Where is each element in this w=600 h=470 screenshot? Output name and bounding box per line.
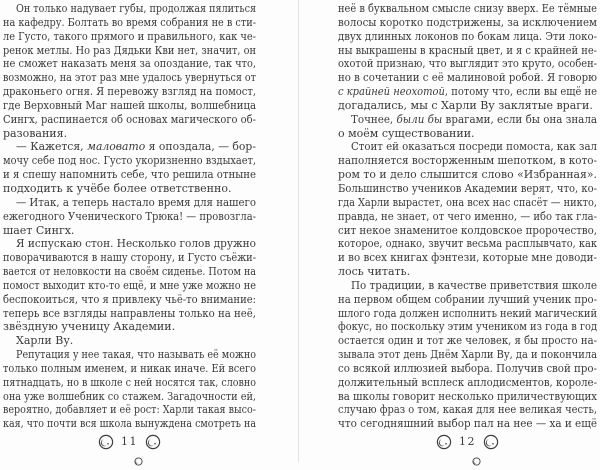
text-line: остается один и тот же человек, я бы просто на- [338, 334, 597, 348]
text-line: подходить к учёбе более ответственно. [3, 181, 232, 195]
text-line: должительный всплеск аплодисментов, короле- [338, 375, 597, 389]
text-line: ренок метлы. Но раз Дядьки Кви нет, значит, он [3, 43, 256, 57]
text-line: на кафедру. Болтать во время собрания не в сти- [3, 15, 256, 29]
text-line: шает Сингх. [3, 223, 75, 237]
text-line: кая, что почти вся школа вынуждена смотреть на [3, 417, 256, 431]
text-line: и во всех книгах фэнтези, которые мне доводи- [338, 251, 597, 265]
text-line: и я спешу напомнить себе, что решила отныне [3, 168, 256, 182]
text-line: Он только надувает губы, продолжая пялиться [16, 2, 256, 15]
text-line: разования. [3, 126, 68, 140]
text-line: что сегодняшний выбор пал на нее — ха и ещё [338, 417, 597, 431]
page-number-row [338, 434, 597, 450]
text-line: — Кажется, маловато я опоздала, — бор- [16, 140, 256, 154]
book-page-left[interactable] [0, 0, 298, 462]
text-line: о моём существовании. [338, 126, 475, 140]
text-line: ва школы говорит несколько приличествующих [338, 389, 597, 403]
text-line: догадались, мы с Харли Ву заклятые враги. [338, 98, 593, 112]
page-left-text-column [3, 2, 256, 431]
page-number-left: 11 [121, 435, 138, 449]
text-line: ром то и дело слышится слово «Избранная». [338, 168, 597, 182]
text-line: По традиции, в качестве приветствия школе [351, 278, 597, 292]
text-line: пятнадцать, но в школе с ней носятся так, словно [3, 375, 256, 389]
text-line: зывала этот день Днём Харли Ву, да и покончила [338, 348, 597, 362]
text-line: которое, однако, звучит весьма расплывчато, как [338, 237, 597, 251]
crescent-moon-ornament-icon [483, 434, 499, 450]
text-line: шлого года должен исполнить некий магический [338, 306, 597, 320]
text-line: где Верховный Маг нашей школы, волшебница [3, 98, 256, 112]
text-line: — Итак, а теперь настало время для нашего [16, 195, 256, 209]
text-line: лось читать. [338, 265, 411, 279]
text-line: ны выкрашены в красный цвет, и я с крайней не- [338, 43, 597, 57]
text-line: двух длинных локонов по бокам лица. Эти локо- [338, 29, 597, 43]
text-line: возможно, на этот раз мне удалось увернуться от [3, 71, 256, 85]
text-line: случаю фраз о том, какая для нее великая честь, [338, 403, 597, 417]
crescent-moon-ornament-icon [98, 434, 114, 450]
text-line: мочу себе под нос. Густо укоризненно вздыхает, [3, 154, 256, 168]
text-line: Харли Ву. [16, 334, 74, 348]
text-line: сит некое знаменитое колдовское пророчество, [338, 223, 597, 237]
text-line: наполняется восторженным шепотком, в кото- [338, 154, 597, 168]
text-line: вается от неловкости на своём сиденье. Потом на [3, 265, 256, 279]
text-line: правда, не знает, от чего именно, — ибо так гла- [338, 209, 597, 223]
text-line: Я испускаю стон. Несколько голов дружно [16, 237, 256, 251]
page-footer-left [3, 434, 256, 461]
page-number-row [3, 434, 256, 450]
text-line: драконьего огня. Я перевожу взгляд на помост, [3, 85, 256, 99]
page-right-text-column [338, 2, 597, 431]
footer-sub-ornament-row [338, 451, 597, 461]
crescent-moon-ornament-icon [436, 434, 452, 450]
page-number-right: 12 [459, 435, 476, 449]
text-line: неё в буквальном смысле снизу вверх. Ее тёмные [338, 2, 597, 15]
footer-sub-ornament-row [3, 451, 256, 461]
text-line: не сможет наказать меня за опоздание, так что, [3, 57, 256, 71]
text-line: вероятно, добавляет и её рост: Харли такая высо- [3, 403, 256, 417]
text-line: Стоит ей оказаться посреди помоста, как зал [351, 140, 597, 154]
book-page-right[interactable] [299, 0, 600, 462]
text-line: Репутация у нее такая, что называть её можно [16, 348, 256, 362]
text-line: поворачиваются в нашу сторону, и Густо съёжи- [3, 251, 256, 265]
text-line: Большинство учеников Академии верят, что, ко- [338, 181, 597, 195]
text-line: с крайней неохотой, потому что, если вы ещё не [338, 85, 597, 99]
text-line: ле Густо, такого прямого и правильного, как че- [3, 29, 256, 43]
page-footer-right [338, 434, 597, 461]
text-line: волосы коротко подстрижены, за исключением [338, 15, 597, 29]
text-line: теперь все взгляды направлены только на неё, [3, 306, 256, 320]
text-line: она уже волшебник со стажем. Загадочности ей, [3, 389, 256, 403]
text-line: Сингх, распинается об основах магического об- [3, 112, 256, 126]
text-line: гда Харли вырастет, она всех нас спасёт — никто, [338, 195, 597, 209]
text-line: Точнее, были бы врагами, если бы она знала [351, 112, 597, 126]
text-line: со всякой иллюзией выбора. Получив свой про- [338, 361, 597, 375]
text-line: фокус, но поскольку этим учеником из года в год [338, 320, 597, 334]
text-line: ежегодного Ученического Трюка! — провозгла- [3, 209, 256, 223]
text-line: на первом общем собрании лучший ученик про- [338, 292, 597, 306]
text-line: звёздную ученицу Академии. [3, 320, 176, 334]
text-line: только полным именем, и никак иначе. Ей всего [3, 361, 256, 375]
text-line: охотой признаю, что выглядит это круто, особен- [338, 57, 597, 71]
text-line: помост выходит кто-то ещё, и мне уже можно не [3, 278, 256, 292]
crescent-moon-ornament-icon [145, 434, 161, 450]
text-line: беспокоиться, что я привлеку чьё-то внимание: [3, 292, 256, 306]
text-line: но в сочетании с её малиновой робой. Я говорю [338, 71, 597, 85]
